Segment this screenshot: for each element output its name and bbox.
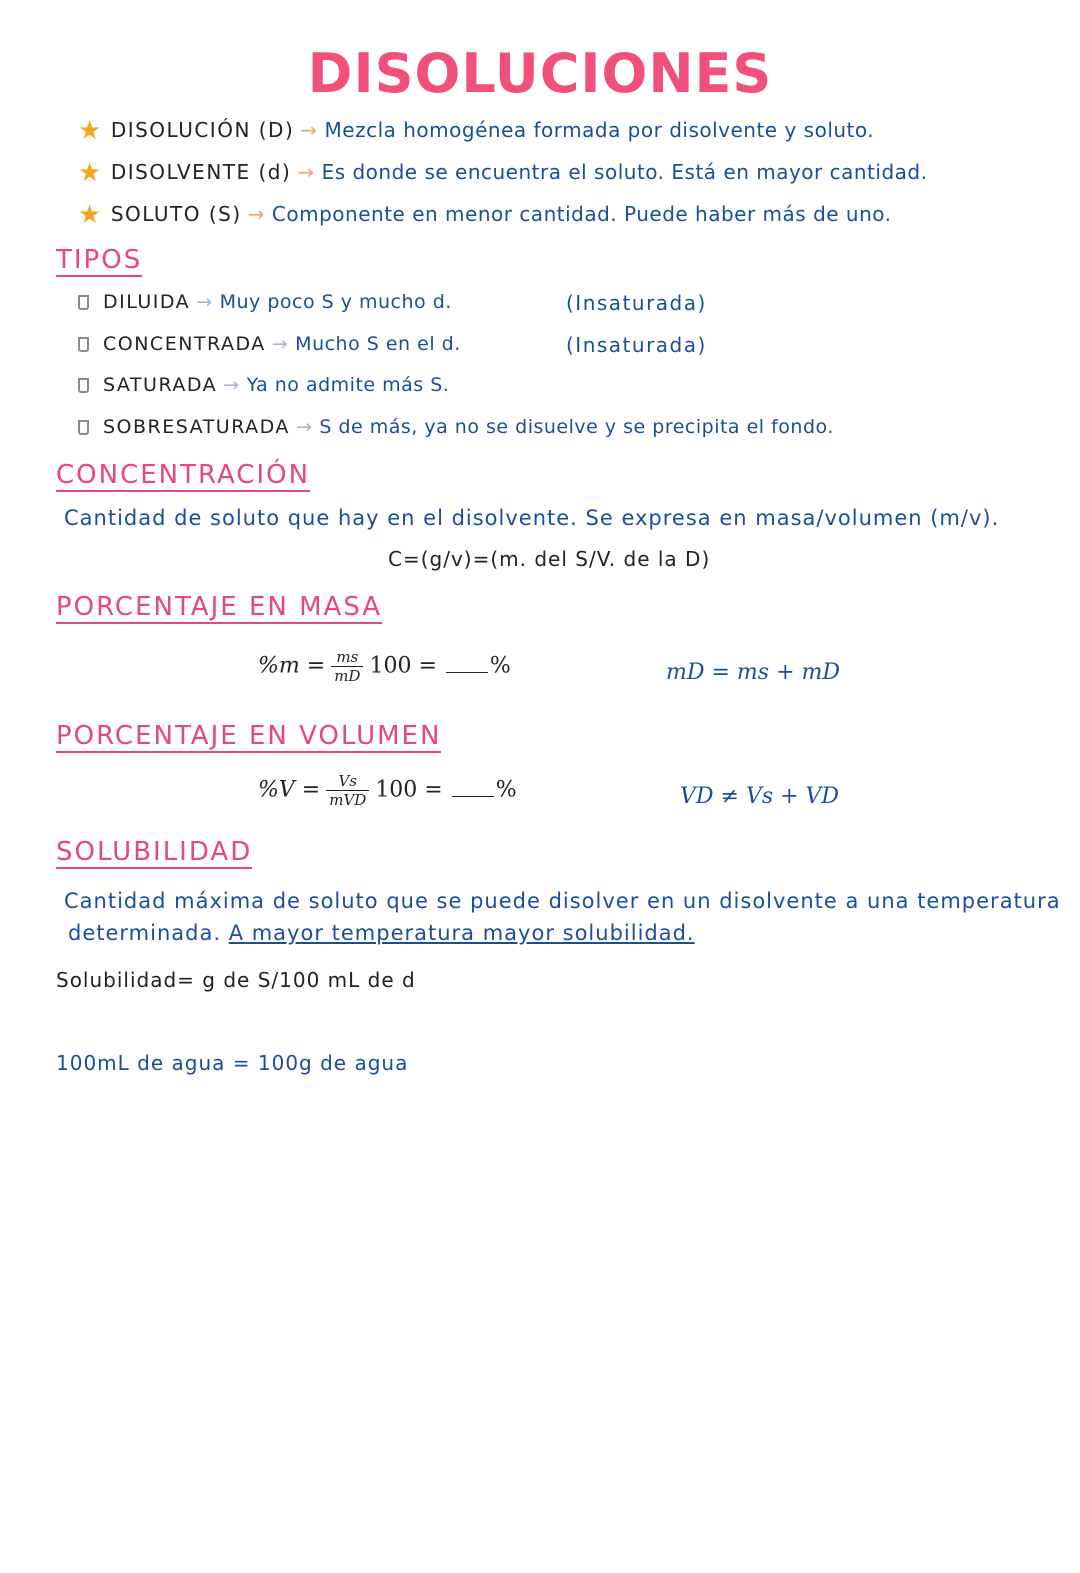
heading-concentracion: CONCENTRACIÓN — [56, 460, 311, 490]
heading-porcentaje-volumen: PORCENTAJE EN VOLUMEN — [56, 721, 442, 751]
tipo-term: SATURADA — [103, 374, 218, 396]
heading-solubilidad: SOLUBILIDAD — [56, 837, 253, 867]
mass-relation: mD = ms + mD — [666, 660, 840, 685]
volume-relation: VD ≠ Vs + VD — [680, 784, 840, 809]
answer-blank — [446, 672, 488, 673]
definition-desc: Mezcla homogénea formada por disolvente y soluto. — [324, 118, 875, 142]
percent-sign: % — [489, 653, 511, 679]
star-icon: ★ — [78, 200, 103, 230]
page-title: DISOLUCIONES — [307, 42, 773, 105]
concentracion-text: Cantidad de soluto que hay en el disolvente. Se expresa en masa/volumen (m/v). — [64, 506, 1000, 530]
arrow-icon: → — [300, 118, 319, 142]
arrow-icon: → — [295, 416, 314, 438]
fraction-denominator: mVD — [329, 791, 367, 809]
arrow-icon: → — [297, 160, 316, 184]
definition-disolvente — [78, 158, 927, 188]
concentracion-formula: C=(g/v)=(m. del S/V. de la D) — [388, 547, 711, 571]
cup-icon — [78, 295, 89, 310]
tipo-desc: Muy poco S y mucho d. — [219, 291, 452, 313]
tipo-desc: Ya no admite más S. — [246, 374, 450, 396]
tipo-note: (Insaturada) — [566, 333, 707, 357]
definition-term: DISOLUCIÓN (D) — [110, 118, 295, 142]
cup-icon — [78, 420, 89, 435]
heading-tipos: TIPOS — [56, 245, 143, 275]
tipo-desc: Mucho S en el d. — [295, 333, 461, 355]
solubilidad-formula: Solubilidad= g de S/100 mL de d — [56, 968, 416, 992]
definition-term: SOLUTO (S) — [110, 202, 242, 226]
cup-icon — [78, 337, 89, 352]
definition-desc: Es donde se encuentra el soluto. Está en mayor cantidad. — [321, 160, 928, 184]
arrow-icon: → — [196, 291, 214, 313]
solubilidad-text-line1: Cantidad máxima de soluto que se puede disolver en un disolvente a una temperatura — [64, 889, 1061, 913]
tipo-term: DILUIDA — [103, 291, 191, 313]
formula-lhs: %V = — [258, 777, 321, 803]
formula-fraction — [326, 772, 369, 809]
star-icon: ★ — [78, 158, 103, 188]
definition-term: DISOLVENTE (d) — [110, 160, 292, 184]
definition-desc: Componente en menor cantidad. Puede haber más de uno. — [271, 202, 892, 226]
formula-fraction — [331, 648, 363, 685]
tipo-item — [78, 333, 461, 355]
formula-rhs: 100 = — [369, 653, 437, 679]
arrow-icon: → — [271, 333, 290, 355]
formula-rhs: 100 = — [375, 777, 443, 803]
tipo-note: (Insaturada) — [566, 291, 707, 315]
water-equivalence: 100mL de agua = 100g de agua — [56, 1051, 409, 1075]
tipo-item — [78, 416, 834, 438]
tipo-item — [78, 374, 449, 396]
definition-soluto — [78, 200, 892, 230]
definition-disolucion — [78, 116, 874, 146]
mass-percent-formula — [258, 648, 511, 685]
cup-icon — [78, 378, 89, 393]
fraction-numerator: Vs — [326, 772, 369, 791]
tipo-term: CONCENTRADA — [103, 333, 266, 355]
solubilidad-text-line2 — [68, 921, 695, 945]
volume-percent-formula — [258, 772, 517, 809]
arrow-icon: → — [247, 202, 266, 226]
tipo-item — [78, 291, 452, 313]
percent-sign: % — [495, 777, 517, 803]
solubilidad-underlined: A mayor temperatura mayor solubilidad. — [228, 921, 695, 945]
fraction-denominator: mD — [334, 667, 361, 685]
tipo-term: SOBRESATURADA — [103, 416, 290, 438]
solubilidad-plain: determinada. — [68, 921, 229, 945]
arrow-icon: → — [223, 374, 241, 396]
star-icon: ★ — [78, 116, 103, 146]
heading-porcentaje-masa: PORCENTAJE EN MASA — [56, 592, 383, 622]
tipo-desc: S de más, ya no se disuelve y se precipita el fondo. — [319, 416, 834, 438]
fraction-numerator: ms — [331, 648, 363, 667]
formula-lhs: %m = — [258, 653, 326, 679]
answer-blank — [452, 796, 494, 797]
